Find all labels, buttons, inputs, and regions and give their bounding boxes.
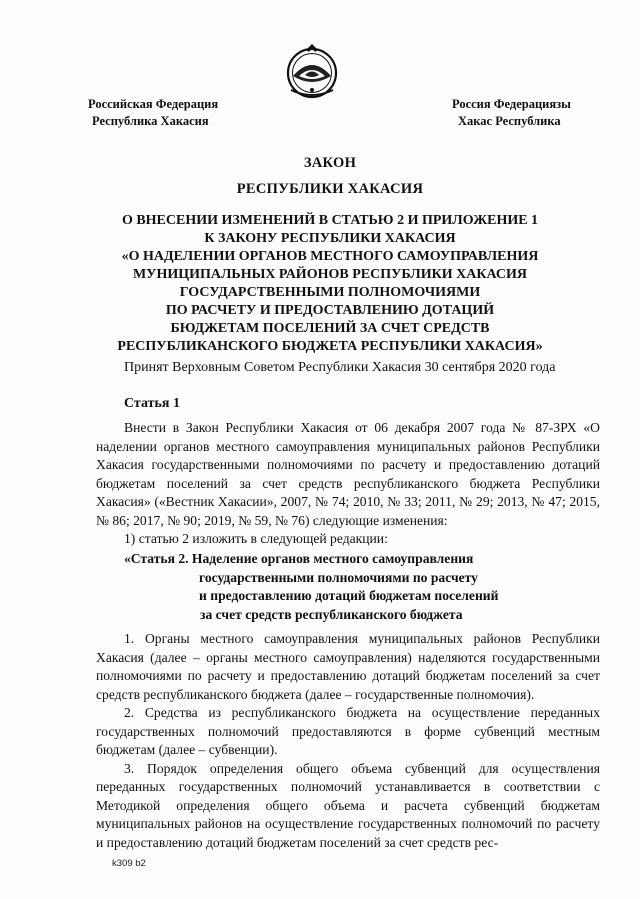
paragraph: 1. Органы местного самоуправления муниципальных районов Республики Хакасия (далее – органы местного самоуправления) наделяются государственными полномочиями по расчету и предоставлению дотаций бюджетам поселений за счет средств республиканского бюджета (далее – государственные полномочия). [96,631,600,702]
document-code: k309 b2 [112,858,146,869]
quoted-heading-line: и предоставлению дотаций бюджетам поселений [199,588,499,603]
header-right-line2: Хакас Республика [458,114,561,128]
paragraph: 3. Порядок определения общего объема субвенций для осуществления переданных государственных полномочий устанавливается в соответствии с Методикой определения общего объема и расчета субвенций бюджетам муниципальных районов на осуществление государственных полномочий по расчету и предоставлению дотаций бюджетам поселений за счет средств рес- [96,760,600,850]
quoted-heading-line: за счет средств республиканского бюджета [200,606,463,622]
adoption-statement: Принят Верховным Советом Республики Хакасия 30 сентября 2020 года [124,360,556,375]
header-right-line1: Россия Федерациязы [452,97,571,111]
amendment-title-line: «О НАДЕЛЕНИИ ОРГАНОВ МЕСТНОГО САМОУПРАВЛЕНИЯ [121,249,539,264]
article-body-1 [96,419,600,549]
paragraph: Внести в Закон Республики Хакасия от 06 декабря 2007 года № 87-ЗРХ «О наделении органов местного самоуправления муниципальных районов Республики Хакасия государственными полномочиями по расчету и предоставлению дотаций бюджетам поселений за счет средств республиканского бюджета Республики Хакасия» («Вестник Хакасии», 2007, № 74; 2010, № 33; 2011, № 29; 2013, № 47; 2015, № 86; 2017, № 90; 2019, № 59, № 76) следующие изменения: [96,420,600,528]
amendment-title-line: ГОСУДАРСТВЕННЫМИ ПОЛНОМОЧИЯМИ [179,285,481,300]
amendment-title [80,212,580,356]
header-left-line1: Российская Федерация [88,97,219,111]
paragraph: 1) статью 2 изложить в следующей редакции: [124,531,388,546]
header-left [88,96,218,130]
article-body-2 [96,630,600,852]
amendment-title-line: О ВНЕСЕНИИ ИЗМЕНЕНИЙ В СТАТЬЮ 2 И ПРИЛОЖЕНИЕ 1 [121,213,539,228]
law-title [80,150,580,202]
amendment-title-line: БЮДЖЕТАМ ПОСЕЛЕНИЙ ЗА СЧЕТ СРЕДСТВ [170,321,490,336]
amendment-title-line: ПО РАСЧЕТУ И ПРЕДОСТАВЛЕНИЮ ДОТАЦИЙ [165,303,495,318]
quoted-heading-line: государственными полномочиями по расчету [199,569,478,585]
quoted-article-heading [124,550,498,624]
article-heading: Статья 1 [124,396,180,411]
law-title-line2: РЕСПУБЛИКИ ХАКАСИЯ [236,181,424,197]
amendment-title-line: МУНИЦИПАЛЬНЫХ РАЙОНОВ РЕСПУБЛИКИ ХАКАСИЯ [132,267,528,282]
amendment-title-line: РЕСПУБЛИКАНСКОГО БЮДЖЕТА РЕСПУБЛИКИ ХАКАСИЯ» [117,339,543,354]
paragraph: 2. Средства из республиканского бюджета на осуществление переданных государственных полномочий предоставляются в форме субвенций местным бюджетам (далее – субвенции). [96,705,600,757]
quoted-heading-line: «Статья 2. Наделение органов местного самоуправления [124,551,474,566]
coat-of-arms-khakassia-icon [279,42,345,102]
amendment-title-line: К ЗАКОНУ РЕСПУБЛИКИ ХАКАСИЯ [204,231,456,246]
header-left-line2: Республика Хакасия [92,114,209,128]
law-title-line1: ЗАКОН [303,155,357,171]
header-right [452,96,571,130]
